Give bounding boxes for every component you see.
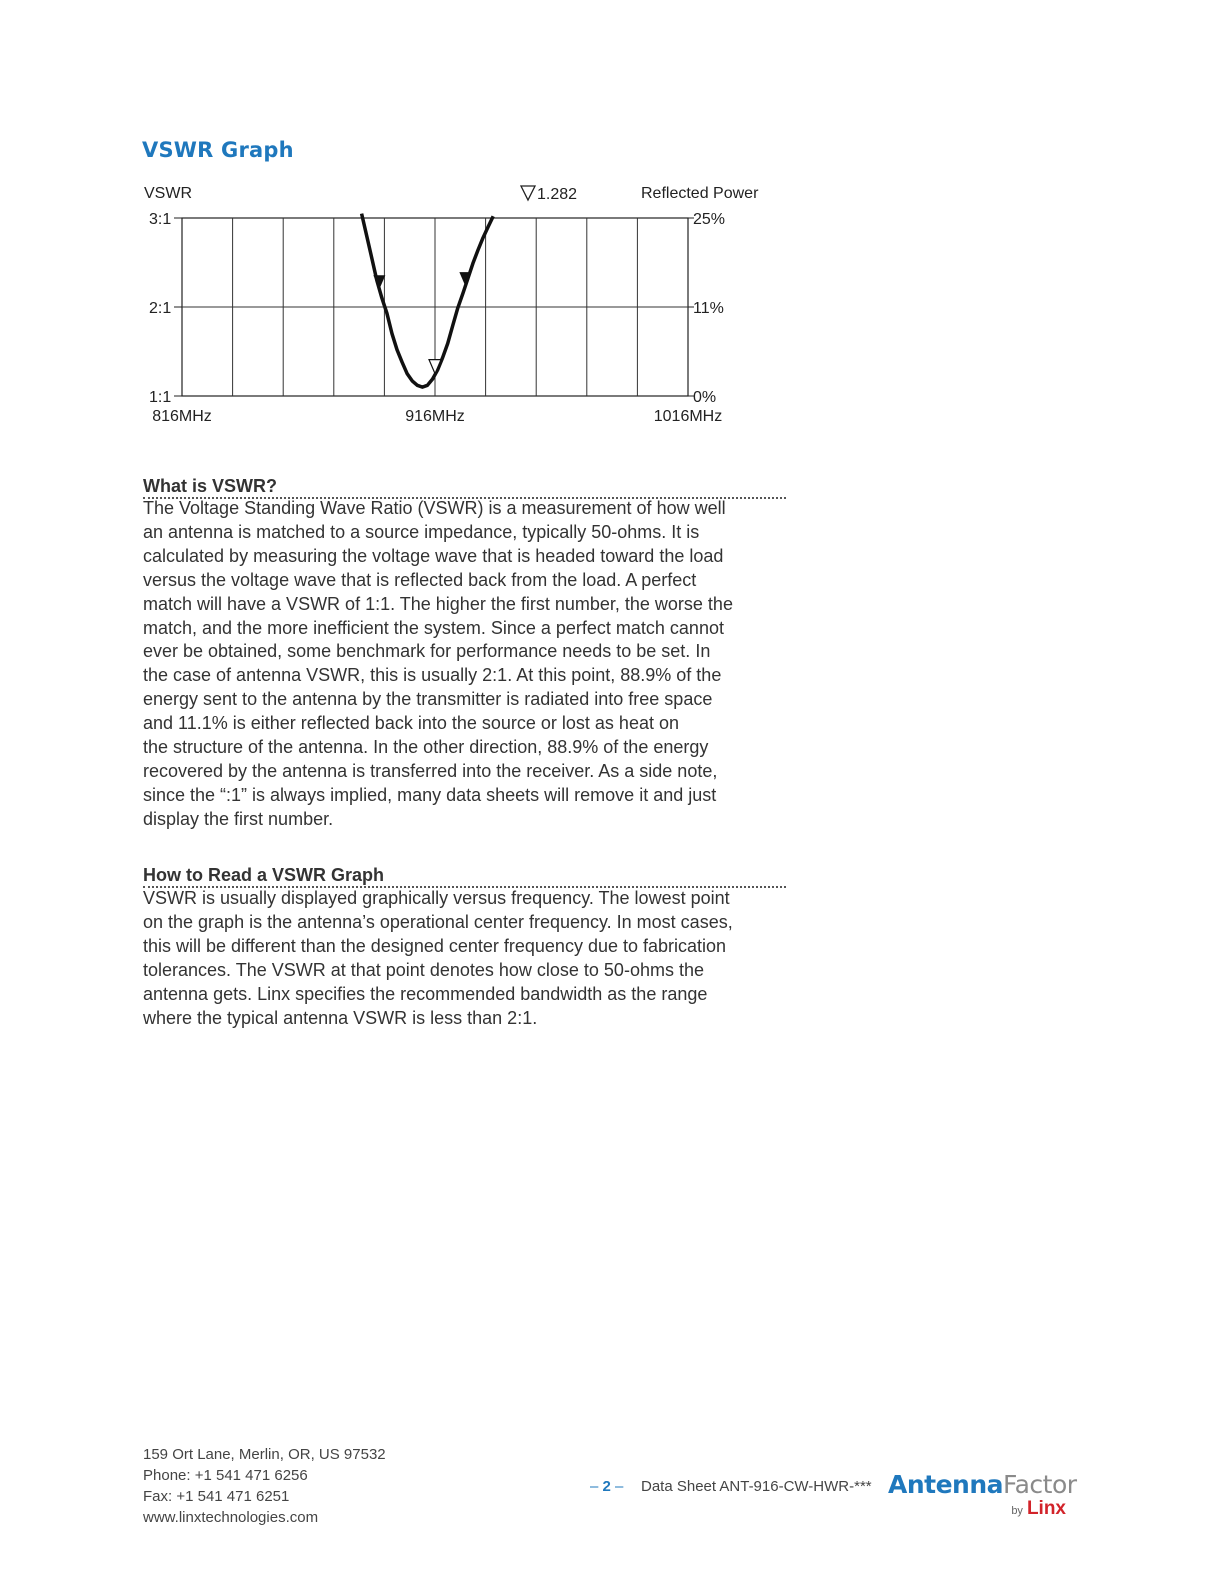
fax-line: Fax: +1 541 471 6251 [143,1488,290,1505]
logo-linx: Linx [1026,1498,1066,1519]
vswr-chart [136,178,786,438]
website-link[interactable]: www.linxtechnologies.com [143,1509,319,1526]
y-tick-label: 1:1 [149,389,172,406]
footer-address [143,1444,386,1528]
y2-tick-label: 11% [693,300,724,317]
y-axis-label: VSWR [144,185,192,202]
how-to-read-body: VSWR is usually displayed graphically versus frequency. The lowest point on the graph is the antenna’s operational center frequency. In most cases, this will be different than the designed center frequency due to fabrication tolerances. The VSWR at that point denotes how close to 50-ohms the antenna gets. Linx specifies the recommended bandwidth as the range where the typical antenna VSWR is less than 2:1. [143,888,733,1028]
y2-tick-label: 25% [693,211,726,228]
x-tick-label: 916MHz [405,408,465,425]
logo-by: by [1011,1505,1023,1517]
min-marker-value: 1.282 [537,186,578,203]
y-tick-label: 2:1 [149,300,172,317]
page-number: – 2 – [590,1478,624,1495]
antennafactor-logo [888,1470,1078,1520]
y2-tick-label: 0% [693,389,717,406]
page-number-value: 2 [602,1478,611,1495]
section-title: VSWR Graph [142,138,294,162]
triangle-marker-icon [521,186,535,200]
y-tick-label: 3:1 [149,211,172,228]
logo-part-antenna: Antenna [888,1470,1004,1499]
arrow-marker-icon [459,272,471,286]
address-line: 159 Ort Lane, Merlin, OR, US 97532 [143,1446,386,1463]
vswr-series-line [362,214,494,388]
logo-part-factor: Factor [1003,1470,1077,1499]
datasheet-title: Data Sheet ANT-916-CW-HWR-*** [641,1478,872,1495]
what-is-vswr-heading: What is VSWR? [143,476,786,499]
how-to-read-heading: How to Read a VSWR Graph [143,865,786,888]
phone-line: Phone: +1 541 471 6256 [143,1467,308,1484]
x-tick-label: 816MHz [152,408,212,425]
x-tick-label: 1016MHz [653,408,723,425]
arrow-marker-icon [373,275,385,289]
min-marker-label [521,186,577,203]
y2-axis-label: Reflected Power [641,185,759,202]
what-is-vswr-body: The Voltage Standing Wave Ratio (VSWR) is a measurement of how well an antenna is matched to a source impedance, typically 50-ohms. It is calculated by measuring the voltage wave that is headed toward the load versus the voltage wave that is reflected back from the load. A perfect match will have a VSWR of 1:1. The higher the first number, the worse the match, and the more inefficient the system. Since a perfect match cannot ever be obtained, some benchmark for performance needs to be set. In the case of antenna VSWR, this is usually 2:1. At this point, 88.9% of the energy sent to the antenna by the transmitter is radiated into free space and 11.1% is either reflected back into the source or lost as heat on the structure of the antenna. In the other direction, 88.9% of the energy recovered by the antenna is transferred into the receiver. As a side note, since the “:1” is always implied, many data sheets will remove it and just display the first number. [143,498,733,829]
